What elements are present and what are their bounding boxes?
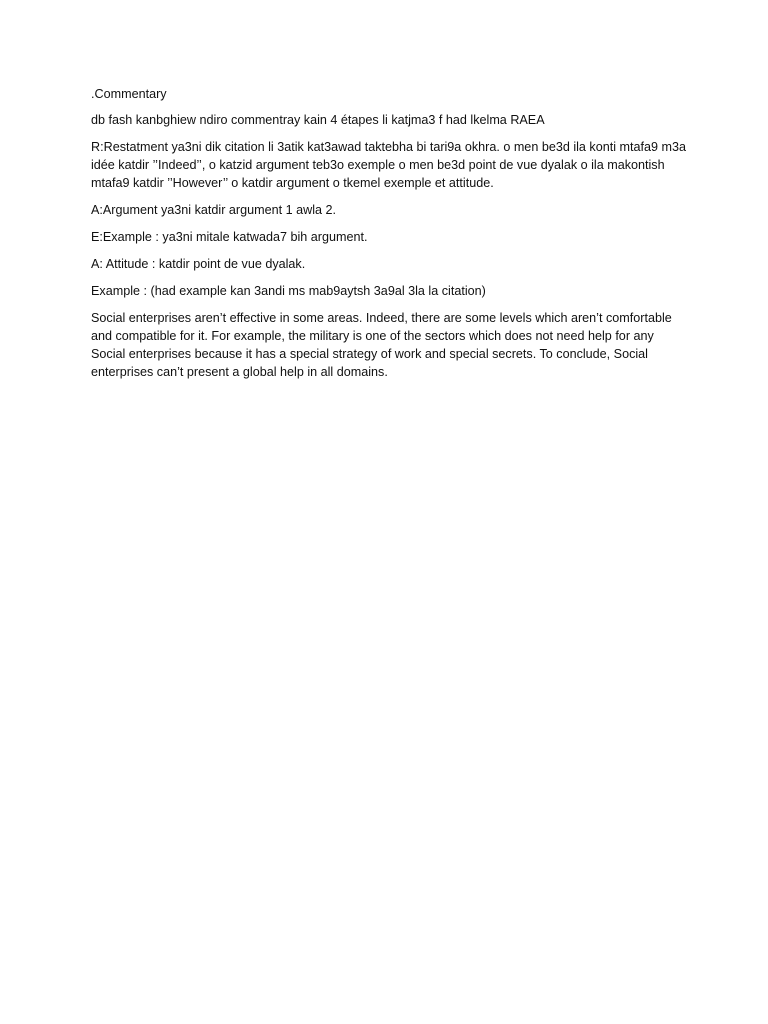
sample-commentary-paragraph: Social enterprises aren’t effective in some areas. Indeed, there are some levels which aren’t comfortable and compatible for it. For example, the military is one of the sectors which does not need help for any Social enterprises because it has a special strategy of work and special secrets. To conclude, Social enterprises can’t present a global help in all domains. (91, 311, 672, 379)
document-body (91, 85, 691, 390)
document-title: .Commentary (91, 87, 167, 101)
argument-paragraph: A:Argument ya3ni katdir argument 1 awla 2. (91, 203, 337, 217)
example-note-paragraph: Example : (had example kan 3andi ms mab9aytsh 3a9al 3la la citation) (91, 284, 486, 298)
attitude-paragraph: A: Attitude : katdir point de vue dyalak. (91, 257, 306, 271)
intro-paragraph: db fash kanbghiew ndiro commentray kain 4 étapes li katjma3 f had lkelma RAEA (91, 113, 545, 127)
restatement-paragraph: R:Restatment ya3ni dik citation li 3atik kat3awad taktebha bi tari9a okhra. o men be3d ila konti mtafa9 m3a idée katdir ’’Indeed’’, o katzid argument teb3o exemple o men be3d point de vue dyalak o ila makontish mtafa9 katdir ’’However’’ o katdir argument o tkemel exemple et attitude. (91, 140, 687, 190)
example-paragraph: E:Example : ya3ni mitale katwada7 bih argument. (91, 230, 368, 244)
